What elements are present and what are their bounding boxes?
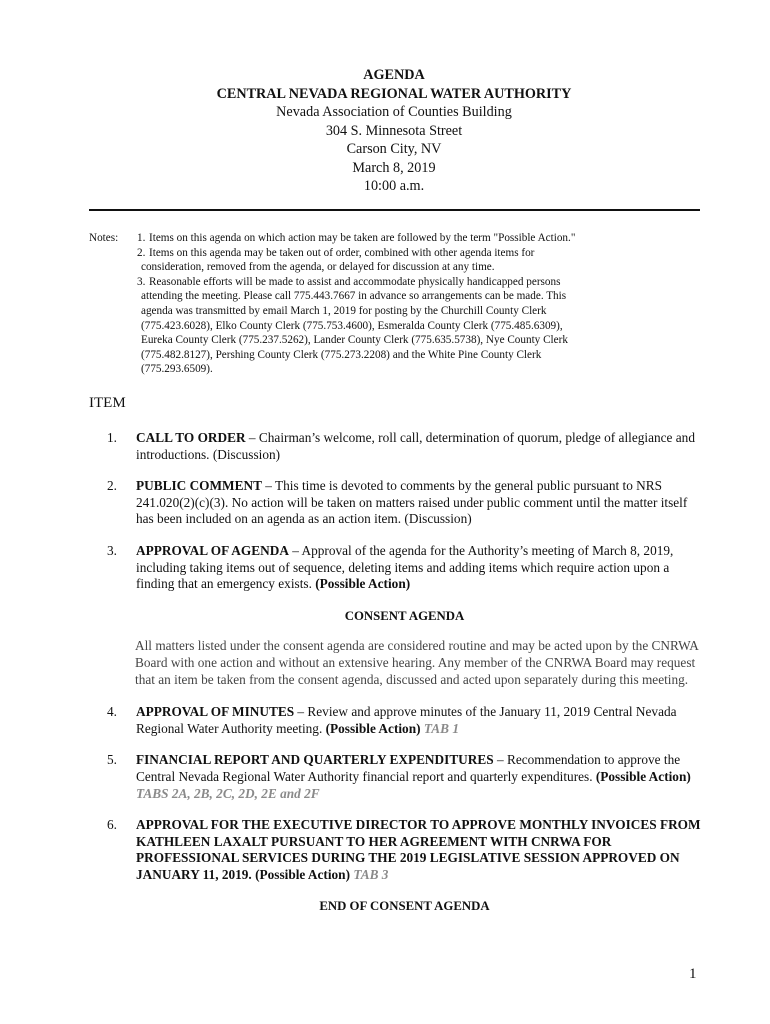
city-state: Carson City, NV xyxy=(346,141,442,157)
header-divider xyxy=(89,209,700,211)
organization-name: CENTRAL NEVADA REGIONAL WATER AUTHORITY xyxy=(216,85,572,102)
note-number: 1. xyxy=(137,232,146,244)
note-3-text-e: Eureka County Clerk (775.237.5262), Lander County Clerk (775.635.5738), Nye County Clerk xyxy=(141,334,568,347)
agenda-item-5 xyxy=(107,752,702,802)
tab-reference: TAB 3 xyxy=(350,866,389,882)
item-number: 6. xyxy=(107,817,117,833)
item-number: 1. xyxy=(107,430,117,445)
street-address: 304 S. Minnesota Street xyxy=(325,122,463,139)
agenda-item-3 xyxy=(107,543,702,593)
agenda-items xyxy=(107,430,702,915)
item-description: – Recommendation to approve the Central Nevada Regional Water Authority financial report and quarterly expenditures. xyxy=(136,752,681,784)
note-3-text-b: attending the meeting. Please call 775.443.7667 in advance so arrangements can be made. This xyxy=(141,290,567,303)
consent-agenda-note: All matters listed under the consent agenda are considered routine and may be acted upon by the CNRWA Board with one action and without an extensive hearing. Any member of the CNRWA Board may request that an item be taken from the consent agenda, discussed and acted upon separately during this meeting. xyxy=(135,638,699,687)
note-3-text-c: agenda was transmitted by email March 1, 2019 for posting by the Churchill County Clerk xyxy=(141,304,547,317)
item-title: CALL TO ORDER xyxy=(136,430,246,445)
note-number: 2. xyxy=(137,246,146,259)
note-3-text-g: (775.293.6509). xyxy=(141,363,213,376)
item-title: FINANCIAL REPORT AND QUARTERLY EXPENDITURES xyxy=(136,752,494,768)
possible-action-label: (Possible Action) xyxy=(595,768,691,784)
possible-action-label: (Possible Action) xyxy=(315,576,411,592)
item-title: APPROVAL FOR THE EXECUTIVE DIRECTOR TO APPROVE MONTHLY INVOICES FROM KATHLEEN LAXALT PURSUANT TO HER AGREEMENT WITH CNRWA FOR PROFESSIONAL SERVICES DURING THE 2019 LEGISLATIVE SESSION APPROVED ON JANUARY 11, 2019. (Possible Action) xyxy=(136,817,701,882)
note-3-text-f: (775.482.8127), Pershing County Clerk (775.273.2208) and the White Pine County Clerk xyxy=(141,348,542,361)
meeting-time: 10:00 a.m. xyxy=(363,178,425,194)
tab-reference: TAB 1 xyxy=(420,720,459,736)
note-2-text-b: consideration, removed from the agenda, or delayed for discussion at any time. xyxy=(141,261,495,274)
item-description: – This time is devoted to comments by the general public pursuant to NRS 241.020(2)(c)(3). No action will be taken on matters raised under public comment until the matter itself has been included on an agenda as an action item. (Discussion) xyxy=(136,478,688,527)
agenda-item-1 xyxy=(107,430,702,463)
item-description: – Review and approve minutes of the January 11, 2019 Central Nevada Regional Water Authority meeting. xyxy=(136,704,677,736)
item-number: 2. xyxy=(107,478,117,494)
note-number: 3. xyxy=(137,275,146,288)
note-3-text-d: (775.423.6028), Elko County Clerk (775.753.4600), Esmeralda County Clerk (775.485.6309), xyxy=(141,319,563,332)
page-number: 1 xyxy=(689,966,697,982)
agenda-item-6 xyxy=(107,817,702,883)
tab-reference: TABS 2A, 2B, 2C, 2D, 2E and 2F xyxy=(136,785,320,801)
item-number: 3. xyxy=(107,542,117,558)
venue-name: Nevada Association of Counties Building xyxy=(276,104,512,120)
note-3-text-a: Reasonable efforts will be made to assist and accommodate physically handicapped persons xyxy=(149,275,561,288)
agenda-item-4 xyxy=(107,704,702,737)
end-consent-agenda: END OF CONSENT AGENDA xyxy=(319,899,490,914)
possible-action-label: (Possible Action) xyxy=(325,720,421,736)
item-title: APPROVAL OF AGENDA xyxy=(136,542,289,558)
notes-label: Notes: xyxy=(89,232,119,244)
item-title: APPROVAL OF MINUTES xyxy=(136,704,295,720)
agenda-item-2 xyxy=(107,478,702,528)
item-description: – Approval of the agenda for the Authority’s meeting of March 8, 2019, including taking items out of sequence, deleting items and adding items which require action upon a finding that an emergency exists. xyxy=(136,542,674,592)
notes-section xyxy=(89,231,699,377)
note-2-text-a: Items on this agenda may be taken out of order, combined with other agenda items for xyxy=(149,246,535,259)
item-title: PUBLIC COMMENT xyxy=(136,478,262,494)
note-1-text: Items on this agenda on which action may be taken are followed by the term "Possible Action." xyxy=(149,232,576,244)
agenda-header xyxy=(0,66,770,196)
item-heading: ITEM xyxy=(89,395,126,411)
agenda-title: AGENDA xyxy=(363,67,425,83)
meeting-date: March 8, 2019 xyxy=(352,159,436,176)
item-number: 4. xyxy=(107,704,117,720)
consent-agenda-heading: CONSENT AGENDA xyxy=(344,608,465,623)
item-description: – Chairman’s welcome, roll call, determination of quorum, pledge of allegiance and introductions. (Discussion) xyxy=(136,430,695,462)
item-number: 5. xyxy=(107,752,117,768)
